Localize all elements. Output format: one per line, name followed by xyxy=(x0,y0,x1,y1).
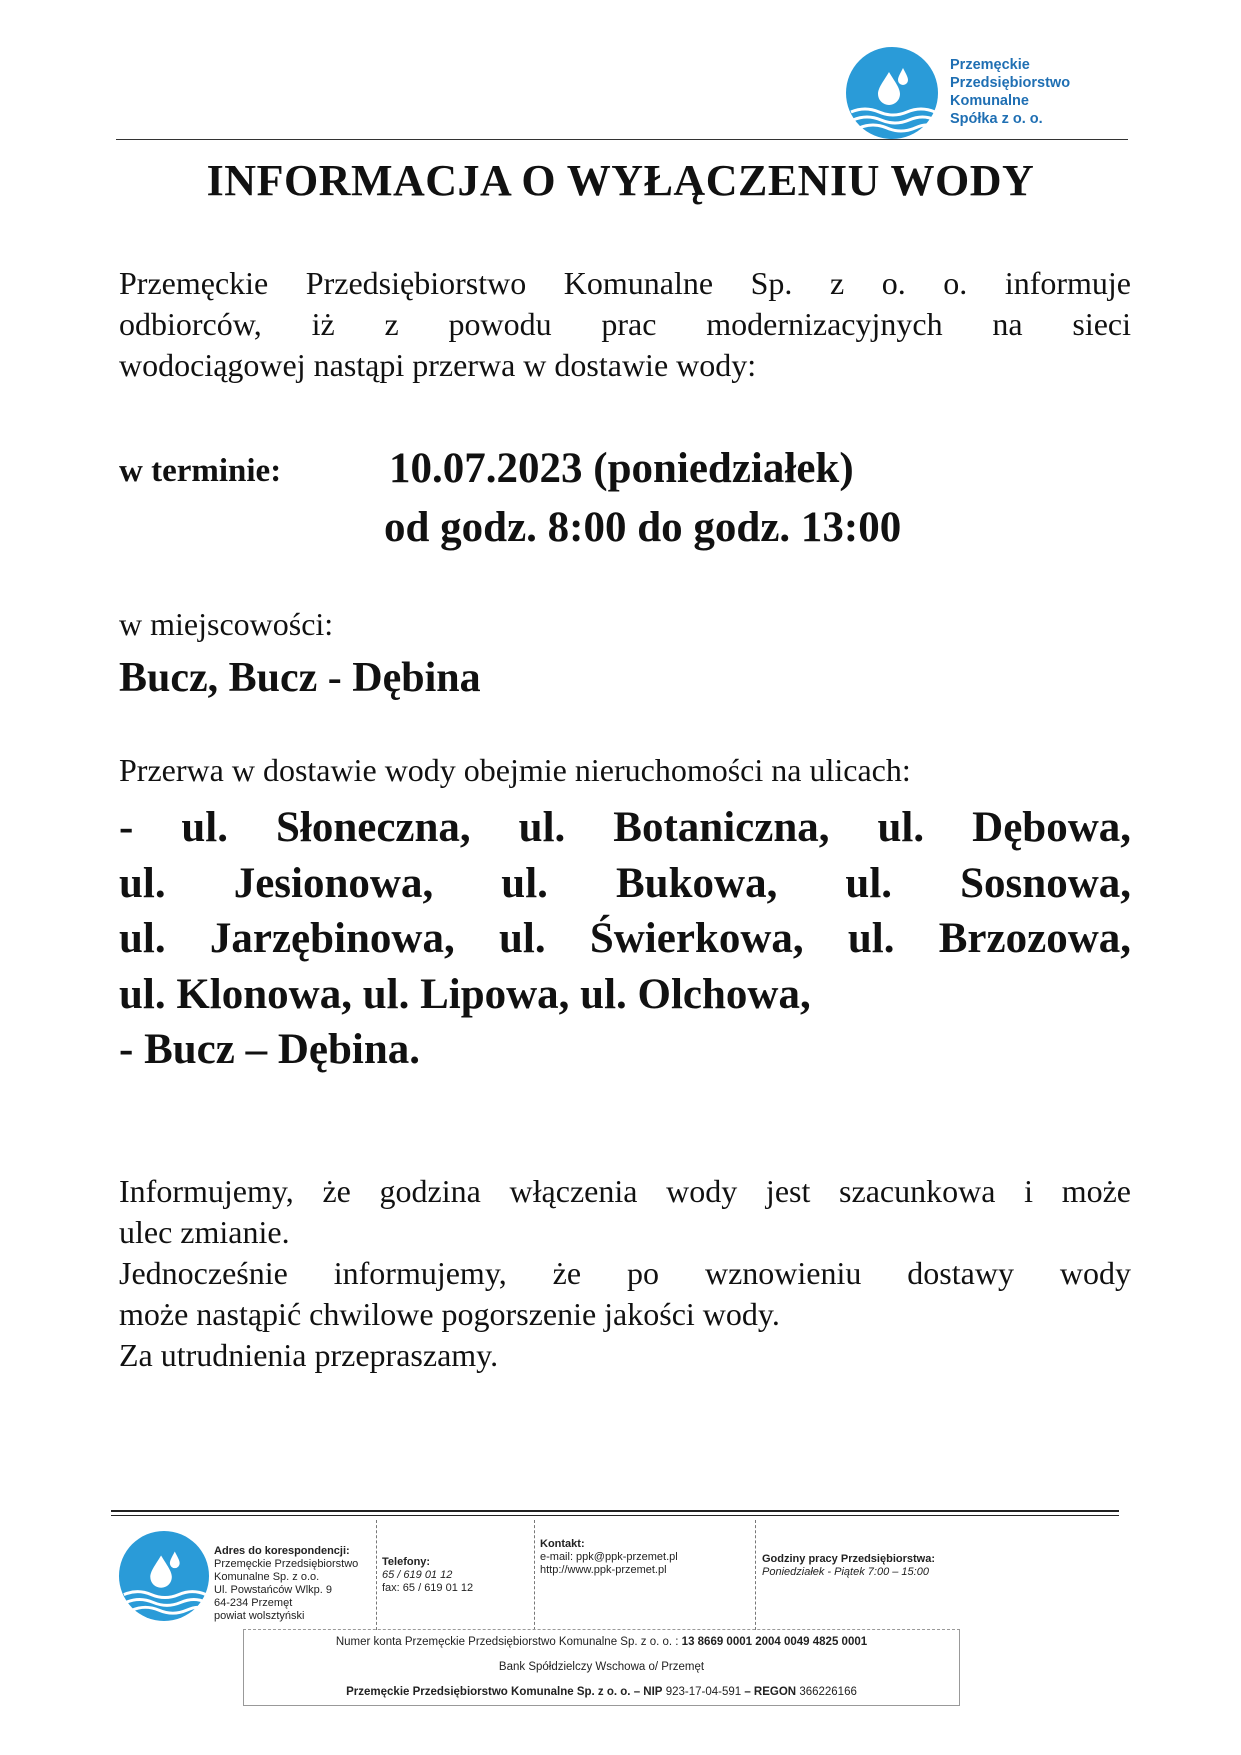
footer-hours xyxy=(762,1553,935,1579)
logo-line: Komunalne xyxy=(950,93,1029,109)
footer-address-line: powiat wolsztyński xyxy=(214,1610,305,1622)
footer-company-row xyxy=(244,1680,959,1705)
footer-account-label: Numer konta Przemęckie Przedsiębiorstwo Komunalne Sp. z o. o. : xyxy=(335,1636,679,1648)
intro-line: Przemęckie Przedsiębiorstwo Komunalne Sp. z o. o. informuje xyxy=(119,265,1131,301)
footer-account-row xyxy=(244,1630,959,1655)
streets-line: - Bucz – Dębina. xyxy=(119,1026,420,1073)
footer-divider xyxy=(111,1515,1119,1516)
page-title: INFORMACJA O WYŁĄCZENIU WODY xyxy=(206,156,1035,205)
streets-intro: Przerwa w dostawie wody obejmie nieruchomości na ulicach: xyxy=(119,752,911,788)
footer-bank-name: Bank Spółdzielczy Wschowa o/ Przemęt xyxy=(498,1661,705,1673)
streets-line: ul. Jarzębinowa, ul. Świerkowa, ul. Brzozowa, xyxy=(119,915,1131,962)
footer-divider xyxy=(111,1510,1119,1512)
notes-line: Jednocześnie informujemy, że po wznowieniu dostawy wody xyxy=(119,1255,1131,1291)
footer-address-line: Ul. Powstańców Wlkp. 9 xyxy=(214,1584,332,1596)
streets-line: ul. Jesionowa, ul. Bukowa, ul. Sosnowa, xyxy=(119,859,1131,907)
footer-contact-heading: Kontakt: xyxy=(540,1538,585,1550)
logo-line: Przedsiębiorstwo xyxy=(950,75,1071,91)
intro-line: wodociągowej nastąpi przerwa w dostawie wody: xyxy=(119,347,757,383)
notes-line: ulec zmianie. xyxy=(119,1214,290,1250)
streets-list xyxy=(119,800,1131,1078)
term-label: w terminie: xyxy=(119,453,282,489)
footer-nip-label: – NIP xyxy=(633,1686,663,1698)
footer-email: e-mail: ppk@ppk-przemet.pl xyxy=(540,1551,678,1563)
intro-paragraph xyxy=(119,263,1131,386)
term-date: 10.07.2023 (poniedziałek) xyxy=(389,445,854,492)
footer-logo-icon xyxy=(118,1530,210,1622)
footer-phone: 65 / 619 01 12 xyxy=(382,1569,453,1581)
footer-column-divider xyxy=(755,1520,756,1630)
footer-regon: 366226166 xyxy=(799,1686,857,1698)
footer-regon-label: – REGON xyxy=(744,1686,797,1698)
notes-line: może nastąpić chwilowe pogorszenie jakości wody. xyxy=(119,1296,780,1332)
intro-line: odbiorców, iż z powodu prac modernizacyjnych na sieci xyxy=(119,306,1131,342)
streets-line: - ul. Słoneczna, ul. Botaniczna, ul. Dębowa, xyxy=(119,804,1131,851)
footer-contact xyxy=(540,1538,678,1577)
footer-company-name: Przemęckie Przedsiębiorstwo Komunalne Sp. z o. o. xyxy=(346,1686,631,1698)
footer-column-divider xyxy=(534,1520,535,1630)
footer-address xyxy=(214,1545,358,1623)
footer-fax: fax: 65 / 619 01 12 xyxy=(382,1582,474,1594)
notes-paragraph xyxy=(119,1171,1131,1376)
location-label: w miejscowości: xyxy=(119,606,334,642)
term-hours: od godz. 8:00 do godz. 13:00 xyxy=(384,504,902,551)
company-logo-icon xyxy=(845,46,939,140)
footer-address-line: Komunalne Sp. z o.o. xyxy=(214,1571,320,1583)
footer-website: http://www.ppk-przemet.pl xyxy=(540,1564,667,1576)
footer-hours-heading: Godziny pracy Przedsiębiorstwa: xyxy=(762,1553,935,1565)
footer-phones xyxy=(382,1556,473,1595)
footer-nip: 923-17-04-591 xyxy=(665,1686,742,1698)
company-logo-text xyxy=(950,56,1070,128)
header-divider xyxy=(116,139,1128,140)
footer-address-line: Przemęckie Przedsiębiorstwo xyxy=(214,1558,359,1570)
streets-line: ul. Klonowa, ul. Lipowa, ul. Olchowa, xyxy=(119,970,811,1018)
location-value: Bucz, Bucz - Dębina xyxy=(119,655,481,701)
footer-phones-heading: Telefony: xyxy=(382,1556,431,1568)
notes-line: Za utrudnienia przepraszamy. xyxy=(119,1337,499,1373)
footer-address-heading: Adres do korespondencji: xyxy=(214,1545,350,1557)
footer-bank-box xyxy=(243,1629,960,1706)
logo-line: Przemęckie xyxy=(950,57,1030,73)
footer-hours-value: Poniedziałek - Piątek 7:00 – 15:00 xyxy=(762,1566,929,1578)
notes-line: Informujemy, że godzina włączenia wody jest szacunkowa i może xyxy=(119,1173,1131,1209)
footer-account-number: 13 8669 0001 2004 0049 4825 0001 xyxy=(681,1636,868,1648)
footer-column-divider xyxy=(376,1520,377,1630)
logo-line: Spółka z o. o. xyxy=(950,111,1043,127)
footer-address-line: 64-234 Przemęt xyxy=(214,1597,293,1609)
